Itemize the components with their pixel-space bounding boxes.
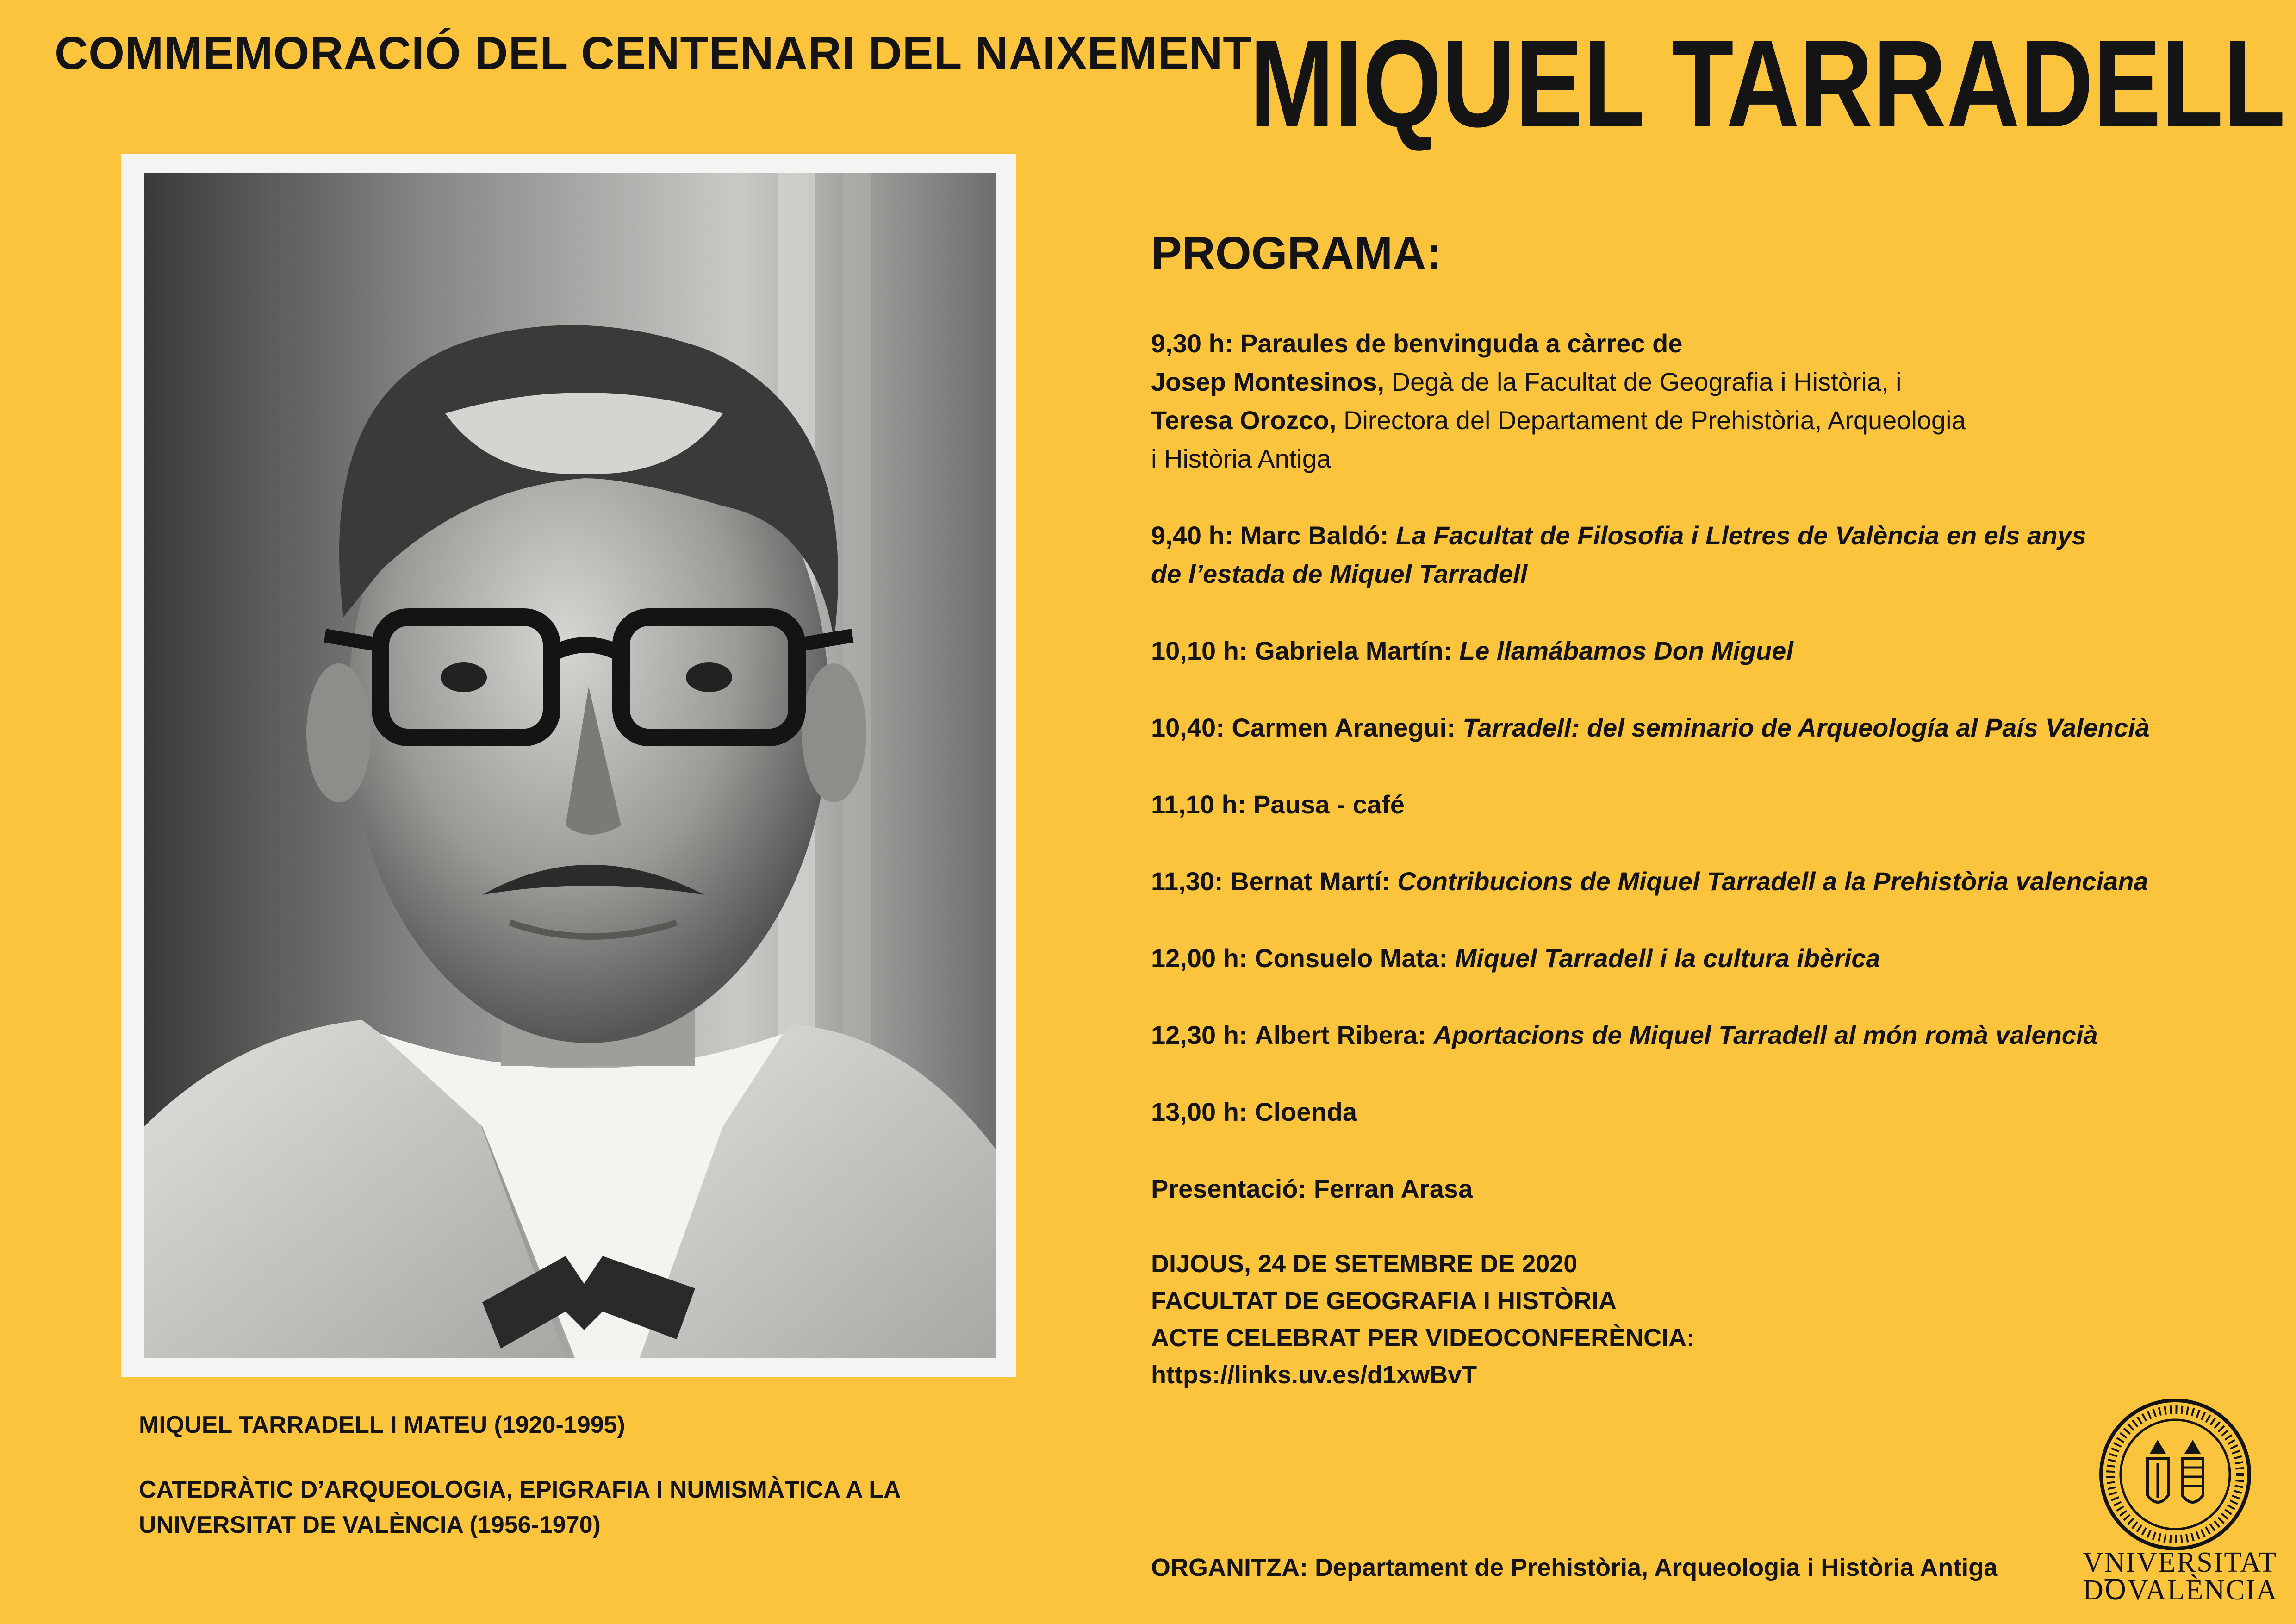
talk-time: 12,30 h:	[1151, 1020, 1248, 1049]
talk-speaker: Carmen Aranegui:	[1232, 713, 1456, 742]
welcome-time: 9,30 h:	[1151, 329, 1233, 358]
portrait-caption-role	[139, 1472, 901, 1543]
event-info	[1151, 1245, 1695, 1393]
talk-time: 11,10 h:	[1151, 790, 1246, 819]
program-presentation	[1151, 1169, 2262, 1208]
program-item	[1151, 708, 2262, 747]
talk-time: 13,00 h:	[1151, 1097, 1248, 1126]
welcome-speaker-2: Teresa Orozco,	[1151, 406, 1337, 435]
program-item	[1151, 1016, 2262, 1054]
portrait-photo	[121, 154, 1016, 1377]
program-item	[1151, 631, 2262, 670]
talk-title: Contribucions de Miquel Tarradell a la Prehistòria valenciana	[1397, 867, 2148, 896]
organizer-label: ORGANITZA:	[1151, 1554, 1308, 1581]
talk-speaker: Cloenda	[1255, 1097, 1357, 1126]
welcome-speaker-1: Josep Montesinos,	[1151, 367, 1385, 396]
organizer-name: Departament de Prehistòria, Arqueologia i Història Antiga	[1314, 1554, 1998, 1581]
talk-speaker: Gabriela Martín:	[1255, 636, 1452, 665]
program-heading: PROGRAMA:	[1151, 227, 1442, 279]
program-item	[1151, 862, 2262, 900]
talk-speaker: Pausa - café	[1253, 790, 1405, 819]
event-date: DIJOUS, 24 DE SETEMBRE DE 2020	[1151, 1250, 1578, 1278]
talk-title: La Facultat de Filosofia i Lletres de València en els anys	[1396, 521, 2086, 550]
event-subtitle: COMMEMORACIÓ DEL CENTENARI DEL NAIXEMENT	[55, 27, 1252, 79]
talk-title: Le llamábamos Don Miguel	[1459, 636, 1793, 665]
caption-role-line-2: UNIVERSITAT DE VALÈNCIA (1956-1970)	[139, 1512, 601, 1538]
event-venue: FACULTAT DE GEOGRAFIA I HISTÒRIA	[1151, 1287, 1617, 1315]
talk-speaker: Bernat Martí:	[1230, 867, 1390, 896]
talk-speaker: Albert Ribera:	[1255, 1020, 1426, 1049]
welcome-speaker-1-role: Degà de la Facultat de Geografia i Història,	[1391, 367, 1889, 396]
program-item	[1151, 1093, 2262, 1131]
welcome-text: Paraules de benvinguda a càrrec de	[1240, 329, 1683, 358]
talk-time: 12,00 h:	[1151, 943, 1248, 973]
organizer	[1151, 1553, 1997, 1582]
caption-role-line-1: CATEDRÀTIC D’ARQUEOLOGIA, EPIGRAFIA I NUMISMÀTICA A LA	[139, 1476, 901, 1503]
program-list	[1151, 324, 2262, 1246]
event-format: ACTE CELEBRAT PER VIDEOCONFERÈNCIA:	[1151, 1324, 1695, 1352]
university-seal-icon	[2099, 1398, 2252, 1551]
university-name-line-1: VNIVERSITAT	[2083, 1547, 2277, 1578]
event-title: MIQUEL TARRADELL	[1250, 14, 2286, 153]
talk-speaker: Marc Baldó:	[1240, 521, 1389, 550]
welcome-speaker-2-role-cont: i Història Antiga	[1151, 444, 1332, 473]
talk-title-cont: de l’estada de Miquel Tarradell	[1151, 559, 1528, 588]
talk-time: 11,30:	[1151, 867, 1223, 896]
welcome-conj: i	[1896, 367, 1902, 396]
talk-title: Aportacions de Miquel Tarradell al món romà valencià	[1433, 1020, 2098, 1049]
talk-speaker: Consuelo Mata:	[1255, 943, 1448, 973]
university-name-line-2: DꝹVALÈNCIA	[2083, 1574, 2278, 1606]
program-item	[1151, 785, 2262, 824]
talk-time: 10,40:	[1151, 713, 1225, 742]
welcome-speaker-2-role: Directora del Departament de Prehistòria, Arqueologia	[1344, 406, 1966, 435]
talk-time: 9,40 h:	[1151, 521, 1233, 550]
program-item	[1151, 516, 2262, 593]
talk-time: 10,10 h:	[1151, 636, 1248, 665]
talk-title: Miquel Tarradell i la cultura ibèrica	[1455, 943, 1880, 973]
program-item	[1151, 939, 2262, 977]
talk-title: Tarradell: del seminario de Arqueología al País Valencià	[1462, 713, 2150, 742]
event-link[interactable]: https://links.uv.es/d1xwBvT	[1151, 1361, 1477, 1389]
portrait-caption-name: MIQUEL TARRADELL I MATEU (1920-1995)	[139, 1412, 625, 1438]
program-item-welcome	[1151, 324, 2262, 478]
presentation-text: Presentació: Ferran Arasa	[1151, 1174, 1473, 1203]
university-name-logo	[2083, 1547, 2278, 1606]
